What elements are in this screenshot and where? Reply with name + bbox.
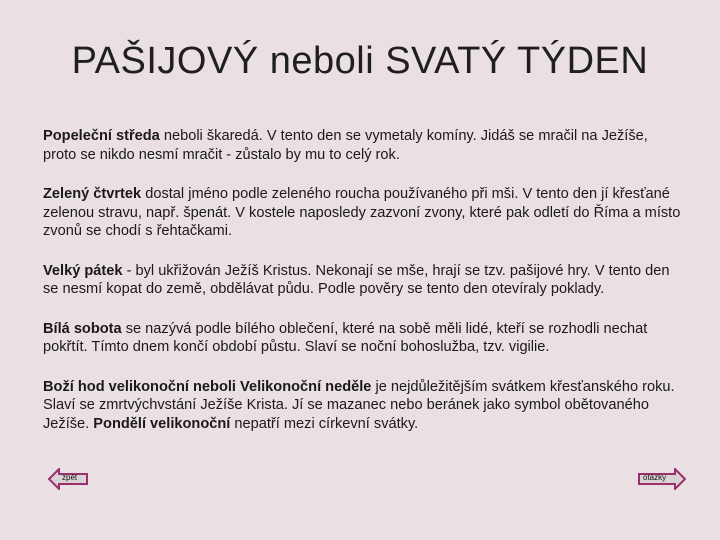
bold-term: Velký pátek — [43, 262, 123, 279]
slide-title: PAŠIJOVÝ neboli SVATÝ TÝDEN — [71, 40, 649, 82]
paragraph-text: dostal jméno podle zeleného roucha používaného při mši. V tento den jí křesťané zelenou stravu, např. špenát. V kostele naposledy zazvoní zvony, které pak odletí do Říma a místo zvonů se chodí s řehtačkami. — [43, 186, 681, 239]
paragraph-text: se nazývá podle bílého oblečení, které na sobě měli lidé, kteří se rozhodli nechat pokřtít. Tímto dnem končí období půstu. Slaví se noční bohoslužba, tzv. vigilie. — [43, 320, 648, 355]
back-button-label: zpět — [62, 473, 78, 482]
questions-button-label: otázky — [643, 473, 667, 482]
paragraph-maundy-thursday — [43, 185, 683, 241]
bold-term: Boží hod velikonoční neboli Velikonoční neděle — [43, 378, 372, 395]
paragraph-text: - byl ukřižován Ježíš Kristus. Nekonají se mše, hrají se tzv. pašijové hry. V tento den se nesmí kopat do země, obdělávat půdu. Podle pověry se tento den otevíraly poklady. — [43, 262, 670, 297]
paragraph-text: neboli škaredá. V tento den se vymetaly komíny. Jidáš se mračil na Ježíše, proto se nikdo nesmí mračit - zůstalo by mu to celý rok. — [43, 128, 648, 163]
paragraph-ash-wednesday — [43, 127, 683, 164]
bold-term: Bílá sobota — [43, 320, 122, 337]
bold-term: Popeleční středa — [43, 128, 160, 144]
back-button[interactable] — [48, 468, 88, 490]
bold-term: Pondělí velikonoční — [93, 415, 231, 432]
paragraph-text: nepatří mezi církevní svátky. — [230, 415, 419, 432]
bold-term: Zelený čtvrtek — [43, 186, 142, 202]
paragraph-easter-sunday — [43, 378, 683, 434]
paragraph-holy-saturday — [43, 320, 683, 357]
paragraph-text: je nejdůležitějším svátkem křesťanského roku. Slaví se zmrtvýchvstání Ježíše Krista. Jí se mazanec nebo beránek jako symbol obětovaného Ježíše. — [43, 378, 675, 432]
questions-button[interactable] — [638, 468, 686, 490]
slide-content — [43, 127, 683, 454]
paragraph-good-friday — [43, 262, 683, 299]
